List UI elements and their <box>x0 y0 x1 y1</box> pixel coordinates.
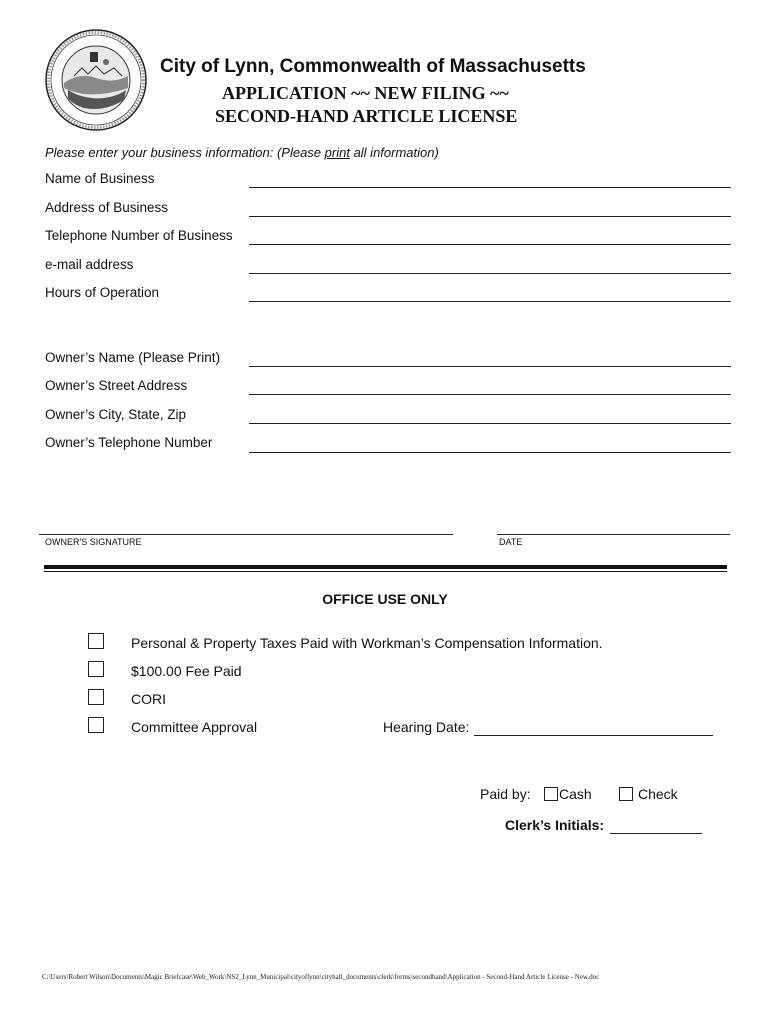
instructions-emphasis: print <box>324 145 350 160</box>
owner-name-label: Owner’s Name (Please Print) <box>45 350 221 365</box>
owner-signature-field[interactable] <box>39 534 453 535</box>
hearing-date-label: Hearing Date: <box>383 719 470 735</box>
owner-signature-label: OWNER'S SIGNATURE <box>45 537 142 547</box>
business-phone-field[interactable] <box>249 244 731 245</box>
cori-checkbox[interactable] <box>88 689 104 705</box>
committee-approval-checkbox[interactable] <box>88 717 104 733</box>
instructions-text: Please enter your business information: (Please print all information) <box>45 145 439 160</box>
section-divider-thin <box>44 571 727 572</box>
fee-paid-label: $100.00 Fee Paid <box>131 663 242 679</box>
form-subtitle-license: SECOND-HAND ARTICLE LICENSE <box>215 106 518 126</box>
owner-street-label: Owner’s Street Address <box>45 378 188 393</box>
clerk-initials-label: Clerk’s Initials: <box>505 817 605 833</box>
taxes-paid-checkbox[interactable] <box>88 633 104 649</box>
check-checkbox[interactable] <box>619 787 633 801</box>
fee-paid-checkbox[interactable] <box>88 661 104 677</box>
section-divider <box>44 565 727 569</box>
business-address-field[interactable] <box>249 216 731 217</box>
owner-city-field[interactable] <box>249 423 731 424</box>
email-field[interactable] <box>249 273 731 274</box>
form-subtitle-application: APPLICATION ~~ NEW FILING ~~ <box>222 83 509 103</box>
owner-city-label: Owner’s City, State, Zip <box>45 407 187 422</box>
document-path-footer: C:\Users\Robert Wilson\Documents\Magic Briefcase\Web_Work\NS2_Lynn_Municipal\cityoflynn\cityhall_documents\clerk\forms\secondhand\Application - Second-Hand Article License - New.doc <box>42 973 600 981</box>
paid-by-label: Paid by: <box>480 786 531 802</box>
cash-label: Cash <box>559 786 592 802</box>
taxes-paid-label: Personal & Property Taxes Paid with Workman’s Compensation Information. <box>131 635 603 651</box>
page-title: City of Lynn, Commonwealth of Massachusetts <box>160 56 586 77</box>
business-phone-label: Telephone Number of Business <box>45 228 233 243</box>
business-address-label: Address of Business <box>45 200 169 215</box>
owner-phone-field[interactable] <box>249 452 731 453</box>
hearing-date-field[interactable] <box>474 735 713 736</box>
office-use-heading: OFFICE USE ONLY <box>322 591 448 607</box>
owner-name-field[interactable] <box>249 366 731 367</box>
city-seal-logo <box>44 28 148 132</box>
owner-street-field[interactable] <box>249 394 731 395</box>
clerk-initials-field[interactable] <box>610 833 702 834</box>
hours-label: Hours of Operation <box>45 285 160 300</box>
owner-phone-label: Owner’s Telephone Number <box>45 435 213 450</box>
signature-date-label: DATE <box>499 537 523 547</box>
committee-approval-label: Committee Approval <box>131 719 258 735</box>
business-name-label: Name of Business <box>45 171 155 186</box>
cori-label: CORI <box>131 691 166 707</box>
cash-checkbox[interactable] <box>544 787 558 801</box>
hours-field[interactable] <box>249 301 731 302</box>
check-label: Check <box>638 786 678 802</box>
signature-date-field[interactable] <box>497 534 730 535</box>
email-label: e-mail address <box>45 257 134 272</box>
business-name-field[interactable] <box>249 187 731 188</box>
